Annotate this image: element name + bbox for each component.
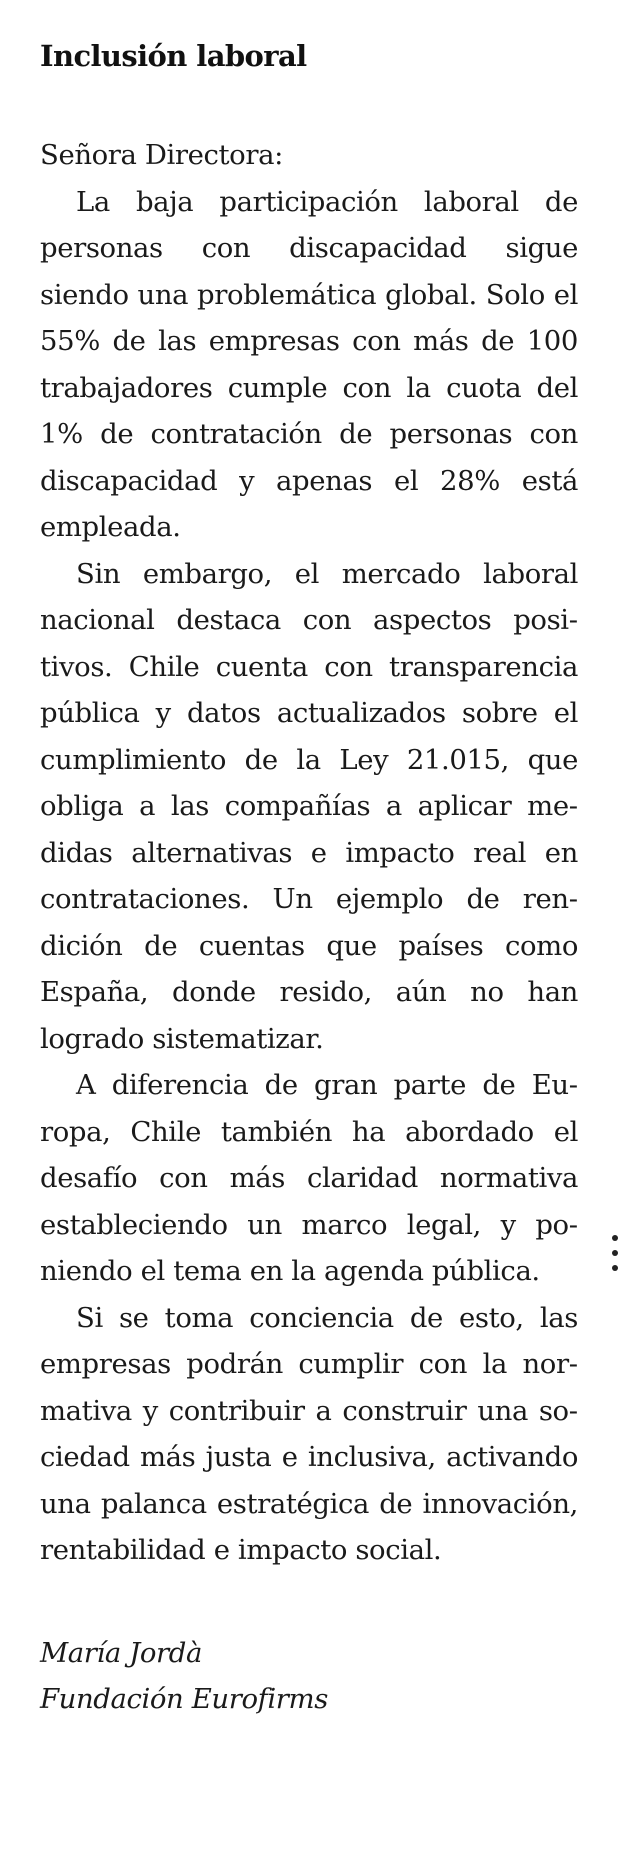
ellipsis-dot <box>612 1250 618 1256</box>
signature <box>40 1630 578 1723</box>
vertical-ellipsis-icon[interactable] <box>612 1235 618 1271</box>
letter <box>40 36 578 1723</box>
letter-title: Inclusión laboral <box>40 39 307 73</box>
signature-organization: Fundación Eurofirms <box>40 1683 328 1715</box>
ellipsis-dot <box>612 1235 618 1241</box>
salutation: Señora Directora: <box>40 139 283 171</box>
paragraph-2: Sin embargo, el mercado laboral nacional destaca con aspectos positivos. Chile cuenta con transparencia pública y datos actualizados sobre el cumplimiento de la Ley 21.015, que obliga a las compañías a aplicar medidas alternativas e impacto real en contrataciones. Un ejemplo de rendición de cuentas que países como España, donde resido, aún no han logrado sistematizar. <box>40 557 578 1055</box>
ellipsis-dot <box>612 1265 618 1271</box>
paragraph-1: La baja participación laboral de personas con discapacidad sigue siendo una problemática global. Solo el 55% de las empresas con más de 100 trabajadores cumple con la cuota del 1% de contratación de personas con discapacidad y apenas el 28% está empleada. <box>40 185 578 543</box>
paragraph-4: Si se toma conciencia de esto, las empresas podrán cumplir con la normativa y contribuir a construir una sociedad más justa e inclusiva, activando una palanca estratégica de innovación, rentabilidad e impacto social. <box>40 1301 578 1566</box>
paragraph-3: A diferencia de gran parte de Europa, Chile también ha abordado el desafío con más claridad normativa estableciendo un marco legal, y poniendo el tema en la agenda pública. <box>40 1069 578 1287</box>
signature-name: María Jordà <box>40 1636 202 1669</box>
